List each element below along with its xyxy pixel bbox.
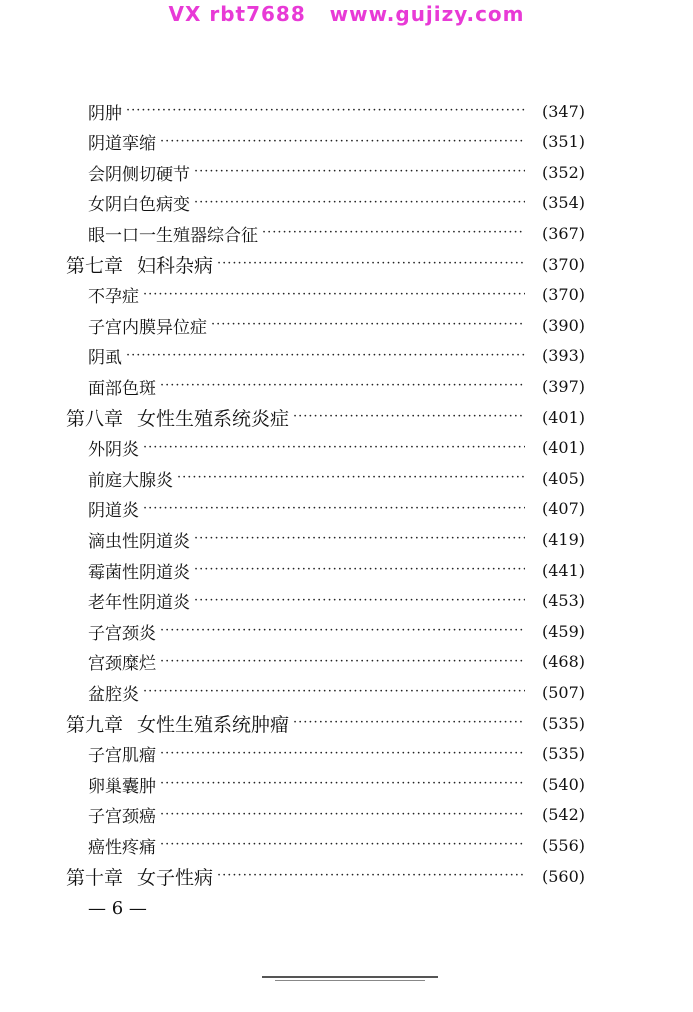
toc-section-row [88,434,585,462]
chapter-number: 第八章 [66,407,124,430]
toc-page-number: (405) [541,468,585,488]
toc-entry-title: 宫颈糜烂 [88,654,156,675]
chapter-title: 女子性病 [137,866,214,889]
toc-section-row [88,97,585,125]
chapter-number: 第十章 [66,866,124,889]
toc-entry-title [66,251,213,278]
toc-page-number: (535) [541,744,585,764]
toc-entry-title: 子宫颈炎 [88,623,156,644]
leader-dots [160,133,525,151]
chapter-title: 女性生殖系统炎症 [137,407,290,430]
toc-page-number: (419) [541,529,585,549]
toc-entry-title [66,710,289,737]
toc-page-number: (441) [541,560,585,580]
leader-dots [160,806,525,824]
toc-entry-title: 卵巢囊肿 [88,776,156,797]
toc-section-row [88,556,585,584]
toc-page-number: (393) [541,346,585,366]
leader-dots [211,316,525,334]
leader-dots [160,622,525,640]
chapter-number: 第七章 [66,254,124,277]
leader-dots [217,255,525,273]
toc-page-number: (453) [541,591,585,611]
toc-entry-title: 子宫颈癌 [88,807,156,828]
toc-entry-title: 滴虫性阴道炎 [88,531,190,552]
toc-section-row [88,219,585,247]
toc-page-number: (390) [541,315,585,335]
toc-entry-title: 阴肿 [88,103,122,124]
toc-page-number: (352) [541,162,585,182]
watermark-text: VX rbt7688 www.gujizy.com [168,2,525,26]
toc-entry-title: 眼一口一生殖器综合征 [88,225,258,246]
toc-page-number: (351) [541,132,585,152]
toc-page-number: (370) [541,285,585,305]
toc-section-row [88,311,585,339]
leader-dots [262,224,525,242]
toc-page-number: (540) [541,774,585,794]
chapter-title: 女性生殖系统肿瘤 [137,713,290,736]
toc-section-row [88,464,585,492]
toc-section-row [88,740,585,768]
bottom-rule-thin [275,980,425,981]
leader-dots [160,745,525,763]
leader-dots [194,163,525,181]
leader-dots [194,561,525,579]
toc-entry-title [66,863,213,890]
chapter-number: 第九章 [66,713,124,736]
chapter-title: 妇科杂病 [137,254,214,277]
toc-section-row [88,648,585,676]
toc-page-number: (397) [541,376,585,396]
toc-entry-title: 老年性阴道炎 [88,593,190,614]
toc-page-number: (370) [541,254,585,274]
leader-dots [126,347,525,365]
toc-entry-title: 癌性疼痛 [88,837,156,858]
toc-page-number: (459) [541,621,585,641]
toc-entry-title: 会阴侧切硬节 [88,164,190,185]
toc-section-row [88,617,585,645]
toc-page-number: (468) [541,652,585,672]
toc-entry-title: 外阴炎 [88,440,139,461]
toc-entry-title: 阴道炎 [88,501,139,522]
toc-page-number: (507) [541,682,585,702]
toc-page-number: (542) [541,805,585,825]
toc-section-row [88,495,585,523]
leader-dots [143,500,525,518]
leader-dots [194,530,525,548]
toc-page-number: (556) [541,835,585,855]
toc-chapter-row [66,709,585,737]
leader-dots [194,194,525,212]
toc-page-number: (354) [541,193,585,213]
leader-dots [160,653,525,671]
toc-section-row [88,372,585,400]
toc-page-number: (535) [541,713,585,733]
toc-entry-title: 不孕症 [88,287,139,308]
leader-dots [293,408,525,426]
leader-dots [143,286,525,304]
toc-entry-title: 女阴白色病变 [88,195,190,216]
toc-entry-title: 面部色斑 [88,378,156,399]
toc-entry-title: 子宫内膜异位症 [88,317,207,338]
bottom-rule [262,976,438,978]
toc-chapter-row [66,403,585,431]
toc-entry-title: 盆腔炎 [88,684,139,705]
toc-section-row [88,342,585,370]
toc-section-row [88,128,585,156]
toc-entry-title: 前庭大腺炎 [88,470,173,491]
toc-page-number: (367) [541,223,585,243]
leader-dots [194,592,525,610]
leader-dots [126,102,525,120]
toc-section-row [88,831,585,859]
toc-section-row [88,281,585,309]
leader-dots [293,714,525,732]
leader-dots [160,775,525,793]
toc-entry-title: 子宫肌瘤 [88,746,156,767]
toc-section-row [88,678,585,706]
toc-entry-title: 阴道挛缩 [88,134,156,155]
leader-dots [160,836,525,854]
leader-dots [143,683,525,701]
toc-chapter-row [66,862,585,890]
leader-dots [143,439,525,457]
toc-section-row [88,801,585,829]
toc-page-number: (560) [541,866,585,886]
leader-dots [160,377,525,395]
leader-dots [217,867,525,885]
toc-section-row [88,525,585,553]
toc-section-row [88,770,585,798]
toc-page-number: (407) [541,499,585,519]
toc-section-row [88,189,585,217]
toc-chapter-row [66,250,585,278]
toc-page-number: (347) [541,101,585,121]
toc-entry-title: 阴虱 [88,348,122,369]
toc-entry-title: 霉菌性阴道炎 [88,562,190,583]
toc-section-row [88,158,585,186]
toc-section-row [88,587,585,615]
toc-page-number: (401) [541,438,585,458]
toc-entry-title [66,404,289,431]
toc-page-number: (401) [541,407,585,427]
leader-dots [177,469,525,487]
page-number: — 6 — [88,898,147,919]
